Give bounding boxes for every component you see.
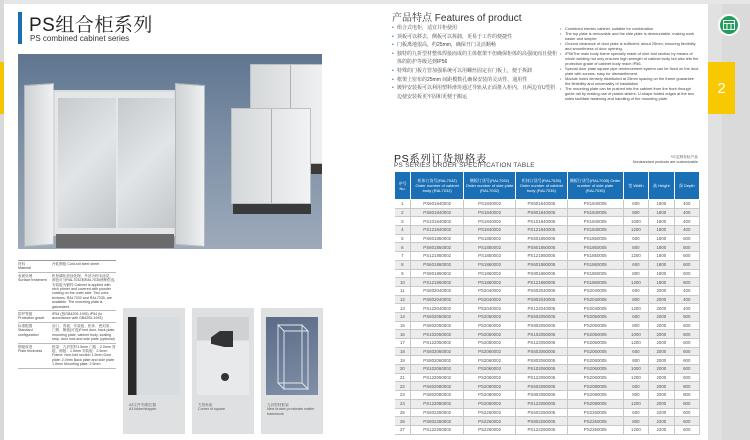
table-cell: PS802080005 [515, 391, 567, 400]
table-cell: 10 [395, 278, 411, 287]
table-row [395, 208, 700, 217]
table-cell: PS802050005 [515, 321, 567, 330]
table-cell: PS122050005 [515, 339, 567, 348]
table-cell: 600 [623, 382, 648, 391]
table-cell: 2200 [649, 417, 674, 426]
table-cell: PS102050005 [515, 330, 567, 339]
order-table-title: PS系列订货规格表 [394, 153, 487, 165]
table-cell: PS601850002 [411, 234, 464, 243]
table-row [395, 365, 700, 374]
table-cell: 600 [674, 425, 699, 434]
table-cell: 800 [623, 417, 648, 426]
table-cell: 15 [395, 321, 411, 330]
table-cell: 1 [395, 200, 411, 209]
table-cell: PS121860002 [411, 278, 464, 287]
table-cell: 600 [623, 312, 648, 321]
table-cell: 24 [395, 399, 411, 408]
table-cell: PS1840005 [567, 200, 623, 209]
table-row [395, 399, 700, 408]
table-row [395, 347, 700, 356]
table-cell: PS601840002 [411, 200, 464, 209]
table-cell: 400 [674, 304, 699, 313]
table-cell: 13 [395, 304, 411, 313]
table-cell: PS121840002 [411, 226, 464, 235]
table-cell: 600 [674, 347, 699, 356]
table-cell: 800 [623, 243, 648, 252]
table-cell: 400 [674, 217, 699, 226]
table-cell: PS1840002 [464, 200, 516, 209]
table-cell: 5 [395, 234, 411, 243]
table-cell: PS2260002 [464, 417, 516, 426]
detail-card-frame: 九折型材框架 Nine broken proximate matter framework [261, 308, 323, 434]
table-cell: PS601840005 [515, 200, 567, 209]
table-cell: 2000 [649, 312, 674, 321]
table-cell: 1800 [649, 252, 674, 261]
table-cell: PS801840002 [411, 208, 464, 217]
table-cell: 800 [674, 399, 699, 408]
catalog-page [4, 4, 708, 440]
table-row [395, 226, 700, 235]
table-cell: 9 [395, 269, 411, 278]
table-row [395, 339, 700, 348]
table-cell: PS1850005 [567, 252, 623, 261]
table-cell: 800 [623, 208, 648, 217]
table-cell: 2 [395, 208, 411, 217]
table-cell: PS601860002 [411, 260, 464, 269]
table-row [395, 260, 700, 269]
table-row [395, 243, 700, 252]
table-cell: PS1840002 [464, 217, 516, 226]
table-cell: 800 [623, 295, 648, 304]
table-cell: 600 [623, 347, 648, 356]
table-cell: 2000 [649, 321, 674, 330]
corner-square-image [197, 317, 249, 395]
table-cell: 2200 [649, 408, 674, 417]
table-cell: PS2060005 [567, 365, 623, 374]
table-cell: PS122080005 [515, 399, 567, 408]
features-title: 产品特点 Features of product [392, 13, 522, 24]
table-cell: 1800 [649, 208, 674, 217]
table-cell: PS1850005 [567, 234, 623, 243]
table-cell: PS2050002 [464, 321, 516, 330]
table-row [395, 391, 700, 400]
table-cell: 7 [395, 252, 411, 261]
table-cell: PS1860002 [464, 278, 516, 287]
table-row [395, 217, 700, 226]
table-cell: 20 [395, 365, 411, 374]
detail-card-corner: 方管角座 Corner of square [192, 308, 254, 434]
table-cell: 1200 [623, 304, 648, 313]
table-cell: PS602040002 [411, 286, 464, 295]
table-cell: 2000 [649, 304, 674, 313]
table-cell: PS802040002 [411, 295, 464, 304]
table-cell: PS1840005 [567, 217, 623, 226]
table-cell: PS2040002 [464, 286, 516, 295]
order-spec-table [394, 171, 700, 435]
table-cell: 2000 [649, 295, 674, 304]
spec-row: 钢板厚度 Plate thickness 框架：九折型材1.5mm 门板：2.0mm 背板、侧板：1.5mm 安装板：2.5mm Frame: nine-fold section 1.5mm Door plate: 2.0mm Back plate and side plate: 1.5mm Mounting plate: 2.5mm [18, 344, 116, 369]
table-row [395, 356, 700, 365]
table-cell: PS122260002 [411, 425, 464, 434]
table-cell: PS802050002 [411, 321, 464, 330]
table-cell: PS602060002 [411, 347, 464, 356]
table-cell: PS602080005 [515, 382, 567, 391]
table-cell: 600 [674, 260, 699, 269]
table-cell: PS1850002 [464, 234, 516, 243]
material-spec-table [18, 260, 116, 369]
table-cell: 2000 [649, 347, 674, 356]
table-cell: PS2060002 [464, 356, 516, 365]
table-cell: PS2050002 [464, 339, 516, 348]
table-row [395, 286, 700, 295]
table-cell: 600 [674, 365, 699, 374]
table-cell: PS2060002 [464, 365, 516, 374]
table-cell: PS2080005 [567, 399, 623, 408]
table-cell: PS2060002 [464, 373, 516, 382]
table-cell: 800 [623, 356, 648, 365]
table-row [395, 417, 700, 426]
table-cell: 1200 [623, 399, 648, 408]
table-cell: 2000 [649, 399, 674, 408]
table-row [395, 269, 700, 278]
table-cell: PS2080002 [464, 391, 516, 400]
table-cell: 500 [674, 330, 699, 339]
table-cell: 500 [674, 252, 699, 261]
table-cell: 600 [674, 356, 699, 365]
table-cell: 2200 [649, 425, 674, 434]
col-side-7032: 侧板订货号(RAL7032) Order number of side plate (RAL7032) [464, 172, 516, 200]
table-cell: 1800 [649, 260, 674, 269]
table-cell: PS801860002 [411, 269, 464, 278]
table-cell: 500 [674, 339, 699, 348]
table-cell: 1200 [623, 339, 648, 348]
table-cell: PS2260005 [567, 417, 623, 426]
table-cell: 600 [623, 234, 648, 243]
table-cell: 500 [674, 234, 699, 243]
table-cell: PS602040005 [515, 286, 567, 295]
table-cell: PS1850002 [464, 252, 516, 261]
spec-row: 表面处理 Surface treatment 机柜磷化底涂处理，外部为粉末涂层，颜色可分RAL7032和RAL7035两种供选,安装板为镀锌 Cabinet is applied with etch primer and covered with powder coating on the outer side. Two color textures, RAL7032 and RAL7035, are available. The mounting plate is galvanized. [18, 273, 116, 311]
table-row [395, 408, 700, 417]
closed-cabinet-front [231, 108, 311, 204]
table-cell: 600 [623, 286, 648, 295]
table-row [395, 373, 700, 382]
table-cell: PS1840005 [567, 208, 623, 217]
table-cell: 2000 [649, 391, 674, 400]
table-cell: 800 [674, 382, 699, 391]
table-cell: PS2260005 [567, 425, 623, 434]
table-header-row [395, 172, 700, 200]
table-cell: PS1840002 [464, 208, 516, 217]
table-cell: PS602060005 [515, 347, 567, 356]
table-cell: 25 [395, 408, 411, 417]
table-cell: PS802260002 [411, 417, 464, 426]
features-list-en: • Combined electric cabinet, suitable for combination • The top plate is removable and the side plate is demountable, making work easier and simpler • Ground clearance of door plate is sufficient, about 25mm, ensuring flexibility and smoothness of door opening. • IP56The main body frame specially made of nine-fold section by means of whole welding not only ensures high strength of cabinet body but also lets the protection grade of cabinet body reach IP56. • Special door plate square pipe reinforcement system can be fixed on the door plate with screws, easy for dismantlement. • Module holes densely distributed at 25mm spacing on the frame guarantee the flexibility and universality of installation • The mounting plate can be pushed into the cabinet from the front through guide rail by making use of plastic sliders. U-shape folded edges at the two sides facilitate fastening and handling of the mounting plate. [560, 26, 700, 101]
table-cell: PS601860005 [515, 260, 567, 269]
table-cell: 14 [395, 312, 411, 321]
col-no: 序号 No. [395, 172, 411, 200]
table-cell: 2000 [649, 373, 674, 382]
table-cell: PS1850005 [567, 243, 623, 252]
table-row [395, 252, 700, 261]
table-cell: 23 [395, 391, 411, 400]
table-cell: 600 [674, 408, 699, 417]
table-cell: PS1860005 [567, 269, 623, 278]
table-cell: PS2080002 [464, 399, 516, 408]
spec-row: 材料 Material 冷轧钢板 Cold-roll steel sheet [18, 261, 116, 273]
table-cell: PS102060002 [411, 365, 464, 374]
table-cell: PS1860002 [464, 260, 516, 269]
table-row [395, 312, 700, 321]
table-cell: PS602050005 [515, 312, 567, 321]
table-cell: 400 [674, 200, 699, 209]
table-cell: PS122060002 [411, 373, 464, 382]
table-cell: 27 [395, 425, 411, 434]
table-row [395, 234, 700, 243]
table-cell: PS2050005 [567, 321, 623, 330]
table-cell: PS2080005 [567, 382, 623, 391]
table-cell: 800 [623, 391, 648, 400]
table-cell: PS121850002 [411, 252, 464, 261]
table-cell: 600 [623, 260, 648, 269]
table-cell: PS101840005 [515, 217, 567, 226]
table-cell: PS2260002 [464, 408, 516, 417]
page-tab-2[interactable]: 2 [708, 62, 735, 114]
table-cell: PS121850005 [515, 252, 567, 261]
col-width: 宽 Width [623, 172, 648, 200]
table-cell: 12 [395, 295, 411, 304]
table-cell: PS802060002 [411, 356, 464, 365]
table-cell: 1000 [623, 365, 648, 374]
table-cell: PS122040005 [515, 304, 567, 313]
table-row [395, 425, 700, 434]
table-cell: PS2050002 [464, 312, 516, 321]
table-cell: 400 [674, 226, 699, 235]
table-cell: 1800 [649, 200, 674, 209]
table-cell: 11 [395, 286, 411, 295]
table-cell: PS2260005 [567, 408, 623, 417]
title-accent-bar [18, 12, 22, 44]
table-cell: PS122060005 [515, 373, 567, 382]
table-cell: PS102050002 [411, 330, 464, 339]
table-cell: PS121840005 [515, 226, 567, 235]
table-cell: 1200 [623, 425, 648, 434]
table-cell: PS801850002 [411, 243, 464, 252]
table-cell: PS122260005 [515, 425, 567, 434]
table-cell: PS102060005 [515, 365, 567, 374]
table-row [395, 278, 700, 287]
customization-note: *可定制非标产品 Nonstandard products are customizable [632, 155, 698, 164]
col-depth: 深 Depth [674, 172, 699, 200]
table-cell: PS801850005 [515, 243, 567, 252]
folder-stopper-image [128, 317, 180, 395]
table-cell: 1800 [649, 226, 674, 235]
table-cell: 1200 [623, 373, 648, 382]
table-cell: 18 [395, 347, 411, 356]
table-cell: PS1860005 [567, 260, 623, 269]
table-cell: 2000 [649, 330, 674, 339]
table-cell: 800 [623, 321, 648, 330]
table-cell: 600 [623, 408, 648, 417]
table-cell: 21 [395, 373, 411, 382]
table-cell: 1800 [649, 269, 674, 278]
table-cell: PS2040005 [567, 295, 623, 304]
table-cell: PS2080005 [567, 391, 623, 400]
table-cell: PS122050002 [411, 339, 464, 348]
table-cell: PS2050005 [567, 330, 623, 339]
table-cell: PS2040005 [567, 286, 623, 295]
table-cell: PS802040005 [515, 295, 567, 304]
table-cell: 2000 [649, 382, 674, 391]
table-cell: PS121860005 [515, 278, 567, 287]
table-cell: PS1850002 [464, 243, 516, 252]
right-rail [708, 4, 750, 440]
table-cell: 2000 [649, 356, 674, 365]
table-cell: 1000 [623, 217, 648, 226]
frame-image [266, 317, 318, 395]
table-cell: 2000 [649, 339, 674, 348]
table-cell: PS2060005 [567, 373, 623, 382]
table-cell: PS2060005 [567, 347, 623, 356]
table-cell: 600 [674, 269, 699, 278]
table-cell: PS2050002 [464, 330, 516, 339]
table-cell: 8 [395, 260, 411, 269]
table-cell: 19 [395, 356, 411, 365]
table-cell: 500 [674, 312, 699, 321]
table-cell: PS2080002 [464, 382, 516, 391]
table-cell: PS602050002 [411, 312, 464, 321]
table-cell: PS1860002 [464, 269, 516, 278]
features-list-cn: • 组合式电柜，适宜并柜使用 • 顶板可以移去，侧板可以拆卸，更易于工作的便捷性 • 门板离地很高，约25mm，确保开门灵活顺畅 • 独特的九折型材整体焊接而成的主体框架不但确保柜体的高强度而且使柜体的防护等级达到IP56 • 特殊的门板方管加强系统可以用螺丝固定在门板上，便于拆卸 • 框架上密布的25mm 间距模数孔确保安装的灵活性、通用性 • 镀锌安装板可以利用塑料滑块通过导轨从正面推入柜内，且两边有U型折边使安装板更牢固和更便于搬运 [392, 24, 558, 101]
table-cell: 1200 [623, 226, 648, 235]
table-cell: 2000 [649, 365, 674, 374]
product-photo [18, 54, 322, 249]
table-cell: 22 [395, 382, 411, 391]
table-cell: PS2060002 [464, 347, 516, 356]
table-cell: 1800 [649, 278, 674, 287]
table-cell: PS101840002 [411, 217, 464, 226]
table-row [395, 382, 700, 391]
table-cell: PS2050005 [567, 312, 623, 321]
table-cell: 400 [674, 295, 699, 304]
table-cell: PS2040002 [464, 295, 516, 304]
table-cell: PS1860005 [567, 278, 623, 287]
table-cell: PS802080002 [411, 391, 464, 400]
spec-row: 标准配置 Standard configuration 前门、背板、安装板、柜体、密封条、门锁、侧板(可选)Front door, back plate, mounting plate, cabinet body, sealing strip, door lock and side plate (optional) [18, 323, 116, 344]
table-cell: 3 [395, 217, 411, 226]
table-cell: PS602260002 [411, 408, 464, 417]
col-height: 高 Height [649, 172, 674, 200]
table-cell: 6 [395, 243, 411, 252]
table-cell: 1200 [623, 278, 648, 287]
table-cell: PS802260005 [515, 417, 567, 426]
table-cell: 1800 [649, 217, 674, 226]
table-cell: PS1840005 [567, 226, 623, 235]
table-cell: 400 [674, 286, 699, 295]
table-cell: 2000 [649, 286, 674, 295]
spec-row: 防护等级 Protection grade IP54 (按GB4205-1993) IP54 (in accordance with GB4205-1993) [18, 311, 116, 323]
table-cell: PS602080002 [411, 382, 464, 391]
page-title: PS组合柜系列 [29, 15, 153, 36]
table-row [395, 304, 700, 313]
table-cell: PS2050005 [567, 339, 623, 348]
table-cell: 16 [395, 330, 411, 339]
table-cell: PS122080002 [411, 399, 464, 408]
page-subtitle: PS combined cabinet series [30, 34, 130, 43]
col-body-7032: 柜体订货号(RAL7032) Order number of cabinet body (RAL7032) [411, 172, 464, 200]
table-cell: 500 [674, 243, 699, 252]
table-cell: PS801840005 [515, 208, 567, 217]
table-cell: PS2060005 [567, 356, 623, 365]
table-row [395, 200, 700, 209]
table-cell: PS2040005 [567, 304, 623, 313]
col-body-7035: 柜体订货号(RAL7035) Order number of cabinet body (RAL7035) [515, 172, 567, 200]
table-cell: 1000 [623, 330, 648, 339]
table-row [395, 295, 700, 304]
detail-card-folder-stopper: A3文件夹/限位器 A3 folder/stopper [123, 308, 185, 434]
table-cell: PS601850005 [515, 234, 567, 243]
spreadsheet-app-button[interactable] [718, 14, 740, 36]
table-row [395, 321, 700, 330]
table-cell: 500 [674, 321, 699, 330]
table-row [395, 330, 700, 339]
table-cell: 600 [674, 417, 699, 426]
table-cell: 4 [395, 226, 411, 235]
table-cell: PS1840002 [464, 226, 516, 235]
table-cell: PS802060005 [515, 356, 567, 365]
table-cell: PS801860005 [515, 269, 567, 278]
order-table-subtitle: PS SERIES ORDER SPECIFICATION TABLE [394, 162, 535, 169]
table-cell: 1800 [649, 243, 674, 252]
table-cell: 1800 [649, 234, 674, 243]
table-cell: PS602260005 [515, 408, 567, 417]
spreadsheet-icon [723, 20, 735, 30]
table-cell: 17 [395, 339, 411, 348]
table-cell: 800 [623, 269, 648, 278]
table-cell: PS122040002 [411, 304, 464, 313]
table-cell: 600 [674, 278, 699, 287]
table-cell: 26 [395, 417, 411, 426]
table-cell: 1200 [623, 252, 648, 261]
table-cell: 400 [674, 208, 699, 217]
table-cell: PS2040002 [464, 304, 516, 313]
table-cell: 600 [623, 200, 648, 209]
table-cell: PS2260002 [464, 425, 516, 434]
table-cell: 800 [674, 391, 699, 400]
open-cabinet-illustration [24, 84, 204, 249]
col-side-7035: 侧板订货号(RAL7035) Order number of side plate (RAL7035) [567, 172, 623, 200]
table-cell: 600 [674, 373, 699, 382]
